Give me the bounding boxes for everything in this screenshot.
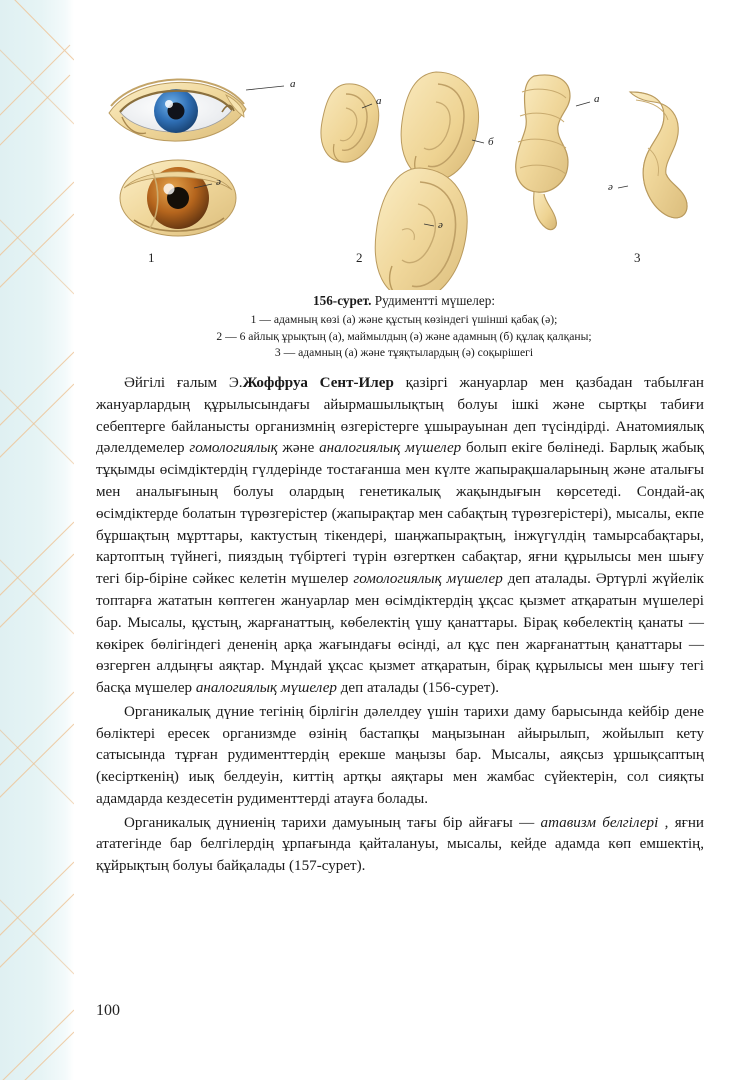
group-1-eye-illustration xyxy=(109,78,296,265)
figure-label-2b: б xyxy=(488,136,494,148)
text-run: гомологиялық xyxy=(189,440,278,457)
figure-caption-text: Рудиментті мүшелер: xyxy=(371,293,495,308)
figure-caption xyxy=(114,292,694,362)
text-run: Органикалық дүниенің тарихи дамуының тағы бір айғағы — xyxy=(124,814,541,831)
figure-label-3o: ә xyxy=(608,181,613,193)
text-run: Жоффруа Сент-Илер xyxy=(242,375,394,391)
figure-label-1o: ә xyxy=(216,176,221,188)
figure-number-1: 1 xyxy=(148,250,155,265)
caption-line: 3 — адамның (а) және тұяқтылардың (ә) соқырішегі xyxy=(274,346,534,360)
figure-caption-number: 156-сурет. xyxy=(313,293,372,308)
figure-156-rudimentary-organs xyxy=(94,60,694,290)
paragraph xyxy=(96,813,704,878)
text-run: аналогиялық мүшелер xyxy=(195,680,337,697)
text-run: және xyxy=(277,440,320,457)
figure-caption-legend xyxy=(114,312,694,362)
text-run: болып екіге бөлінеді. Барлық жабық тұқымды өсімдіктердің гүлдерінде тостағанша мен күлте жапырақшаларының және аталығы мен аналығының болуы олардың генетикалық жақындығын көрсетеді. Сондай-ақ өсімдіктерде болатын түрөзгерістер (жапырақтар мен сабақтың түрөзгерістері), мысалы, екпе бұршақтың мұрттары, кактустың тікендері, шаңжапырақтың, інжүгүлдің тамырсабақтары, картоптың түйнегі, пияздың түбіртегі түрін өзгерткен сабақтар, яғни құрылысы мен шығу тегі бір-біріне сәйкес келетін мүшелер xyxy=(96,440,705,588)
body-text xyxy=(96,373,704,880)
rudimentary-organs-illustration-icon xyxy=(94,60,694,290)
edge-pattern-icon xyxy=(0,0,74,1080)
decorative-edge-band xyxy=(0,0,74,1080)
text-run: гомологиялық мүшелер xyxy=(353,571,503,588)
figure-label-2a: а xyxy=(376,95,382,107)
group-2-ear-illustration xyxy=(321,72,494,290)
figure-caption-title xyxy=(114,292,694,310)
page-number: 100 xyxy=(96,1002,120,1019)
paragraph xyxy=(96,702,704,811)
page-content xyxy=(74,0,754,1080)
text-run: деп аталады (156-сурет). xyxy=(336,680,500,697)
figure-label-3a: а xyxy=(594,93,600,105)
text-run: атавизм белгілері xyxy=(540,814,659,831)
text-run: Әйгілі ғалым Э. xyxy=(124,375,243,391)
figure-label-1a: а xyxy=(290,78,296,90)
text-run: қазіргі жануарлар мен қазбадан табылған жануарлардың құрылысындағы айырмашылықтың болуы ішкі және сыртқы табиғи себептерге байланысты организмнің өзгерістерге ұшырауынан деп түсіндірді. Анатомиялық дәлелдемелер xyxy=(96,375,705,457)
text-run: , яғни ататегінде бар белгілердің ұрпағында қайталануы, мысалы, кейде адамда көп емшектің, құйрықтың болуы байқалады (157-сурет). xyxy=(96,814,704,875)
caption-line: 2 — 6 айлық ұрықтың (а), маймылдың (ә) және адамның (б) құлақ қалқаны; xyxy=(216,329,592,343)
text-run: Органикалық дүние тегінің бірлігін дәлелдеу үшін тарихи даму барысында кейбір дене бөліктері ересек организмде өзінің бастапқы маңызынан айырылып, жойылып кету сатысында тұрған рудименттердің ерекше маңызы бар. Мысалы, аяқсыз ұршықсаптың (кесірткенің) иық белдеуін, киттің артқы аяқтары мен жамбас сүйектерін, сол сияқты адамдарда кездесетін рудименттерді атауға болады. xyxy=(96,703,704,807)
caption-line: 1 — адамның көзі (а) және құстың көзіндегі үшінші қабақ (ә); xyxy=(250,312,558,326)
figure-number-2: 2 xyxy=(356,250,363,265)
text-run: аналогиялық мүшелер xyxy=(319,440,462,457)
paragraph xyxy=(96,373,704,700)
text-run: деп аталады. Әртүрлі жүйелік топтарға жататын көптеген жануарлар мен өсімдіктердің ұқсас қызмет атқаратын мүшелері бар. Мысалы, құстың, жарғанаттың, көбелектің үшу қанаттары. Бірақ көбелектің қанаты — көкірек бөлігіндегі дененің арқа жағындағы өсінді, ал құс пен жарғанаттың қанаттары — өзгерген алдыңғы аяқтар. Мұндай ұқсас қызмет атқаратын, бірақ құрылысы мен шығу тегі басқа мүшелер xyxy=(96,571,705,697)
figure-label-2o: ә xyxy=(438,219,443,231)
group-3-caecum-illustration xyxy=(516,75,687,265)
figure-number-3: 3 xyxy=(634,250,641,265)
